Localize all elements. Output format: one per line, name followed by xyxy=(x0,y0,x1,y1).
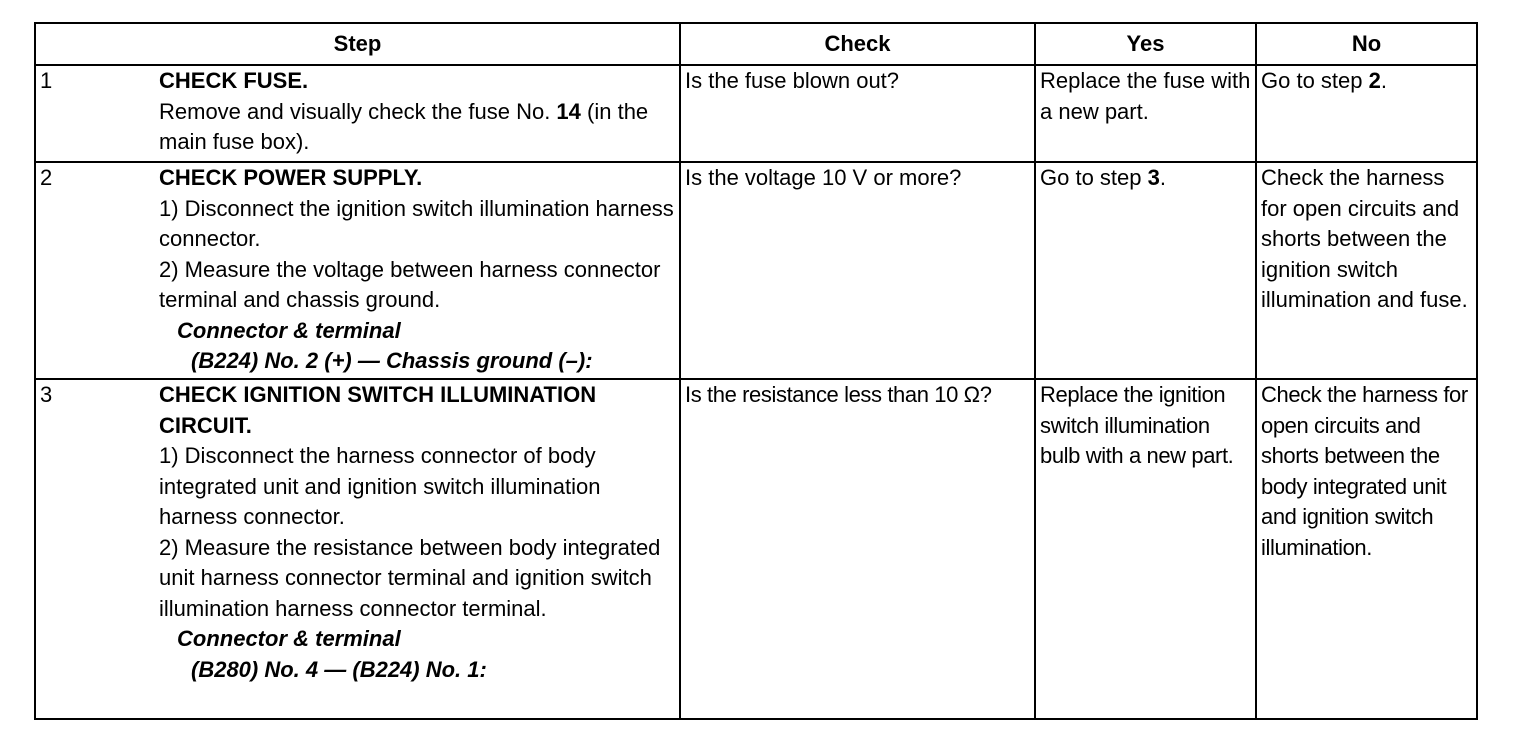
step-instruction: 1) Disconnect the harness connector of body integrated unit and ignition switch illumination harness connector. xyxy=(159,443,601,529)
yes-cell xyxy=(1035,162,1256,379)
step-number: 2 xyxy=(35,162,155,379)
connector-terminal-value: (B224) No. 2 (+) — Chassis ground (–): xyxy=(191,348,593,373)
yes-cell: Replace the fuse with a new part. xyxy=(1035,65,1256,162)
step-instruction xyxy=(159,97,675,158)
diagnostic-table-wrapper xyxy=(34,22,1476,720)
instruction-text: Remove and visually check the fuse No. xyxy=(159,98,557,124)
no-cell: Check the harness for open circuits and shorts between the ignition switch illumination and fuse. xyxy=(1256,162,1477,379)
step-description xyxy=(155,379,680,719)
step-ref: 3 xyxy=(1147,165,1160,190)
step-title: CHECK IGNITION SWITCH ILLUMINATION CIRCUIT. xyxy=(159,382,597,438)
connector-terminal-value: (B280) No. 4 — (B224) No. 1: xyxy=(191,656,487,682)
table-row xyxy=(35,162,1477,379)
no-text: . xyxy=(1380,68,1387,93)
fuse-number: 14 xyxy=(556,98,581,124)
check-cell: Is the resistance less than 10 Ω? xyxy=(680,379,1035,719)
step-title: CHECK FUSE. xyxy=(159,68,309,93)
header-check: Check xyxy=(680,23,1035,65)
no-cell: Check the harness for open circuits and shorts between the body integrated unit and ignition switch illumination. xyxy=(1256,379,1477,719)
step-instruction: 2) Measure the resistance between body integrated unit harness connector terminal and ignition switch illumination harness connector terminal. xyxy=(159,534,661,621)
connector-terminal-label: Connector & terminal xyxy=(177,626,401,651)
header-no: No xyxy=(1256,23,1477,65)
check-cell: Is the fuse blown out? xyxy=(680,65,1035,162)
connector-terminal-label: Connector & terminal xyxy=(177,317,401,343)
step-number: 3 xyxy=(35,379,155,719)
yes-cell: Replace the ignition switch illumination bulb with a new part. xyxy=(1035,379,1256,719)
step-title: CHECK POWER SUPPLY. xyxy=(159,165,423,190)
step-instruction: 2) Measure the voltage between harness connector terminal and chassis ground. xyxy=(159,256,661,312)
step-description xyxy=(155,65,680,162)
step-number: 1 xyxy=(35,65,155,162)
step-description xyxy=(155,162,680,379)
no-cell xyxy=(1256,65,1477,162)
yes-text: Go to step xyxy=(1040,165,1148,190)
table-row xyxy=(35,65,1477,162)
step-instruction: 1) Disconnect the ignition switch illumination harness connector. xyxy=(159,195,674,251)
step-ref: 2 xyxy=(1368,68,1381,93)
check-cell: Is the voltage 10 V or more? xyxy=(680,162,1035,379)
table-header-row xyxy=(35,23,1477,65)
yes-text: . xyxy=(1159,165,1166,190)
header-yes: Yes xyxy=(1035,23,1256,65)
header-step: Step xyxy=(35,23,680,65)
diagnostic-table xyxy=(34,22,1478,720)
no-text: Go to step xyxy=(1261,68,1369,93)
table-row xyxy=(35,379,1477,719)
instruction-text: (in the main fuse box). xyxy=(159,98,649,154)
